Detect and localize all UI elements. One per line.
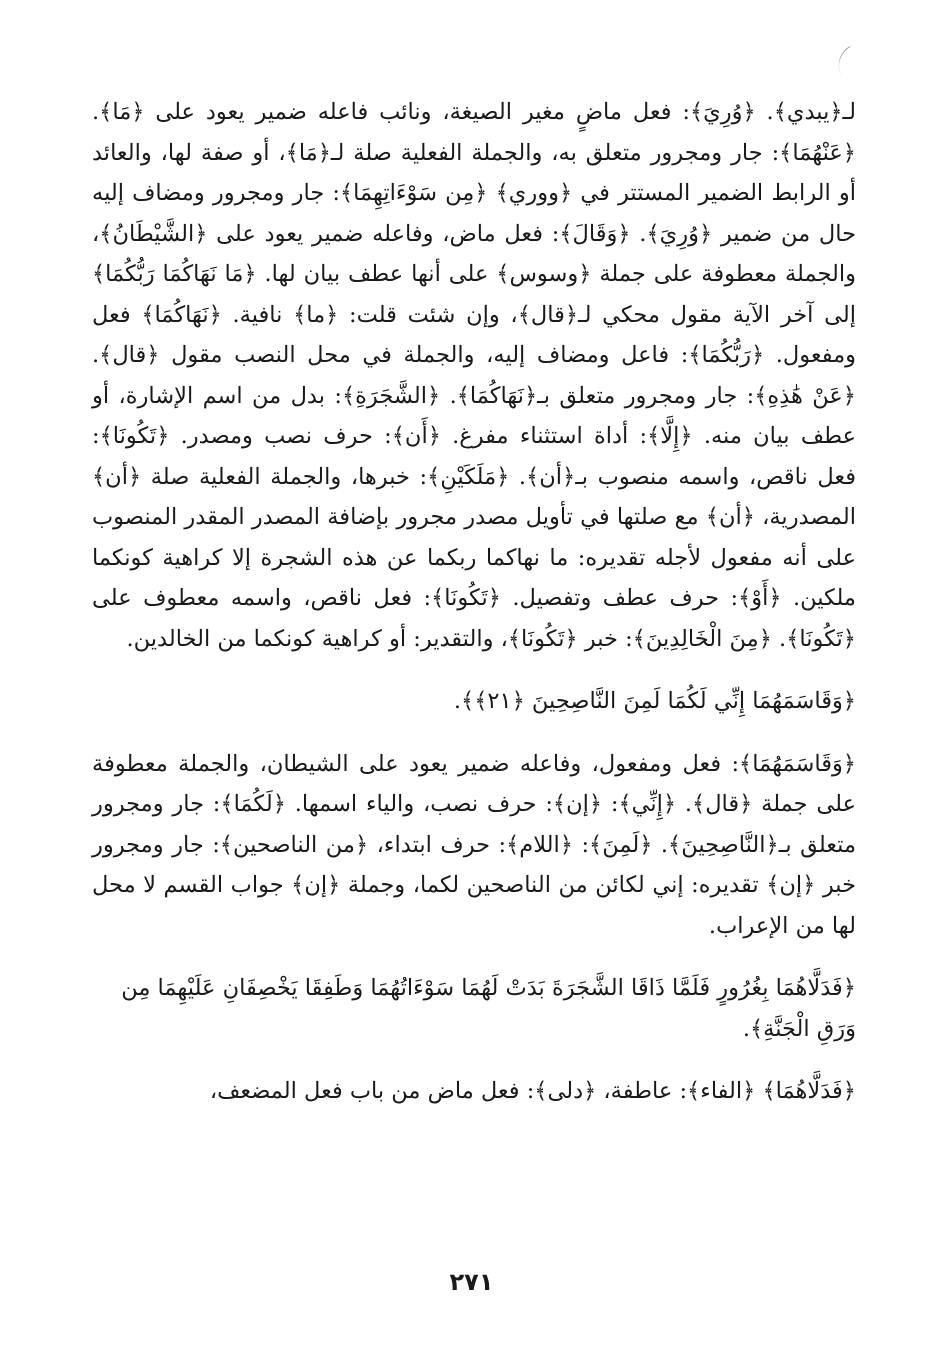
paragraph-commentary-2: ﴿وَقَاسَمَهُمَا﴾: فعل ومفعول، وفاعله ضمير يعود على الشيطان، والجملة معطوفة على جملة ﴿قال﴾. ﴿إِنِّي﴾: ﴿إن﴾: حرف نصب، والياء اسمها. ﴿لَكُمَا﴾: جار ومجرور متعلق بـ﴿النَّاصِحِينَ﴾. ﴿لَمِنَ﴾: ﴿اللام﴾: حرف ابتداء، ﴿من الناصحين﴾: جار ومجرور خبر ﴿إن﴾ تقديره: إني لكائن من الناصحين لكما، وجملة ﴿إن﴾ جواب القسم لا محل لها من الإعراب.	[92, 750, 856, 939]
corner-scan-mark	[831, 46, 862, 77]
quran-verse-22: ﴿فَدَلَّاهُمَا بِغُرُورٍ فَلَمَّا ذَاقَا الشَّجَرَةَ بَدَتْ لَهُمَا سَوْءَاتُهُمَا وَطَفِقَا يَخْصِفَانِ عَلَيْهِمَا مِن وَرَقِ الْجَنَّةِ﴾.	[121, 975, 856, 1042]
quran-verse-21: ﴿وَقَاسَمَهُمَا إِنِّي لَكُمَا لَمِنَ النَّاصِحِينَ ﴿٢١﴾﴾.	[453, 688, 856, 714]
page-number: ٢٧١	[449, 1268, 494, 1296]
paragraph-commentary-3: ﴿فَدَلَّاهُمَا﴾ ﴿الفاء﴾: عاطفة، ﴿دلى﴾: فعل ماض من باب فعل المضعف،	[209, 1078, 856, 1104]
paragraph-commentary-1: لـ﴿يبدي﴾. ﴿وُرِيَ﴾: فعل ماضٍ مغير الصيغة، ونائب فاعله ضمير يعود على ﴿مَا﴾. ﴿عَنْهُمَا﴾: جار ومجرور متعلق به، والجملة الفعلية صلة لـ﴿مَا﴾، أو صفة لها، والعائد أو الرابط الضمير المستتر في ﴿ووري﴾ ﴿مِن سَوْءَاتِهِمَا﴾: جار ومجرور ومضاف إليه حال من ضمير ﴿وُرِيَ﴾. ﴿وَقَالَ﴾: فعل ماض، وفاعله ضمير يعود على ﴿الشَّيْطَانُ﴾، والجملة معطوفة على جملة ﴿وسوس﴾ على أنها عطف بيان لها. ﴿مَا نَهَاكُمَا رَبُّكُمَا﴾ إلى آخر الآية مقول محكي لـ﴿قال﴾، وإن شئت قلت: ﴿ما﴾ نافية. ﴿نَهَاكُمَا﴾ فعل ومفعول. ﴿رَبُّكُمَا﴾: فاعل ومضاف إليه، والجملة في محل النصب مقول ﴿قال﴾. ﴿عَنْ هَٰذِهِ﴾: جار ومجرور متعلق بـ﴿نَهَاكُمَا﴾. ﴿الشَّجَرَةِ﴾: بدل من اسم الإشارة، أو عطف بيان منه. ﴿إِلَّا﴾: أداة استثناء مفرغ. ﴿أَن﴾: حرف نصب ومصدر. ﴿تَكُونَا﴾: فعل ناقص، واسمه منصوب بـ﴿أن﴾. ﴿مَلَكَيْنِ﴾: خبرها، والجملة الفعلية صلة ﴿أن﴾ المصدرية، ﴿أن﴾ مع صلتها في تأويل مصدر مجرور بإضافة المصدر المقدر المنصوب على أنه مفعول لأجله تقديره: ما نهاكما ربكما عن هذه الشجرة إلا كراهية كونكما ملكين. ﴿أَوْ﴾: حرف عطف وتفصيل. ﴿تَكُونَا﴾: فعل ناقص، واسمه معطوف على ﴿تَكُونَا﴾. ﴿مِنَ الْخَالِدِينَ﴾: خبر ﴿تَكُونَا﴾، والتقدير: أو كراهية كونكما من الخالدين.	[92, 99, 856, 652]
page-body	[92, 92, 856, 1112]
